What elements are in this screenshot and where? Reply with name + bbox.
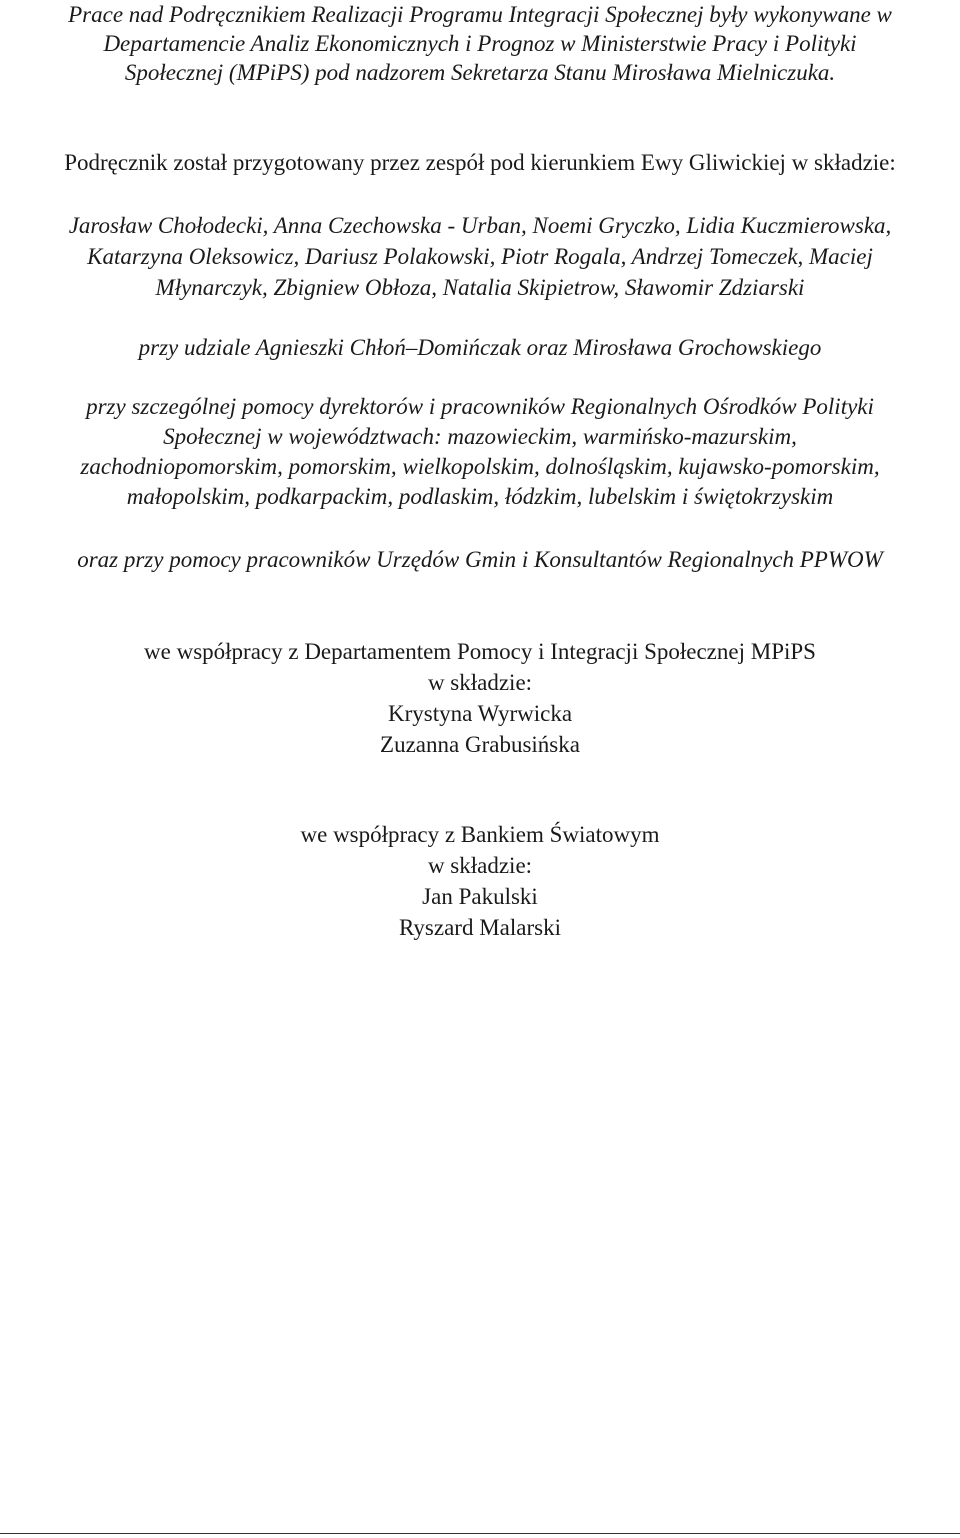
participation-paragraph xyxy=(0,333,960,363)
regional-help-line-4: małopolskim, podkarpackim, podlaskim, łódzkim, lubelskim i świętokrzyskim xyxy=(126,484,834,509)
authors-line-2: Katarzyna Oleksowicz, Dariusz Polakowski, Piotr Rogala, Andrzej Tomeczek, Maciej xyxy=(87,244,873,269)
ministry-cooperation-paragraph xyxy=(0,636,960,760)
intro-line-1: Prace nad Podręcznikiem Realizacji Programu Integracji Społecznej były wykonywane w xyxy=(68,2,892,27)
world-bank-cooperation-line-1: we współpracy z Bankiem Światowym xyxy=(300,822,660,847)
regional-help-line-1: przy szczególnej pomocy dyrektorów i pracowników Regionalnych Ośrodków Polityki xyxy=(86,394,874,419)
ministry-cooperation-line-4: Zuzanna Grabusińska xyxy=(380,732,580,757)
ministry-cooperation-line-1: we współpracy z Departamentem Pomocy i Integracji Społecznej MPiPS xyxy=(144,639,816,664)
ministry-cooperation-line-2: w składzie: xyxy=(427,670,533,695)
municipal-help-paragraph xyxy=(0,545,960,575)
world-bank-cooperation-paragraph xyxy=(0,819,960,943)
intro-paragraph xyxy=(0,0,960,87)
team-intro-paragraph xyxy=(0,148,960,178)
ministry-cooperation-line-3: Krystyna Wyrwicka xyxy=(387,701,573,726)
authors-paragraph xyxy=(0,210,960,303)
team-intro-line: Podręcznik został przygotowany przez zespół pod kierunkiem Ewy Gliwickiej w składzie: xyxy=(64,150,896,175)
intro-line-3: Społecznej (MPiPS) pod nadzorem Sekretarza Stanu Mirosława Mielniczuka. xyxy=(124,60,836,85)
municipal-help-line: oraz przy pomocy pracowników Urzędów Gmin i Konsultantów Regionalnych PPWOW xyxy=(77,547,883,572)
regional-help-line-2: Społecznej w województwach: mazowieckim, warmińsko-mazurskim, xyxy=(163,424,797,449)
authors-line-1: Jarosław Chołodecki, Anna Czechowska - Urban, Noemi Gryczko, Lidia Kuczmierowska, xyxy=(68,213,892,238)
regional-help-line-3: zachodniopomorskim, pomorskim, wielkopolskim, dolnośląskim, kujawsko-pomorskim, xyxy=(80,454,880,479)
regional-help-paragraph xyxy=(0,392,960,512)
world-bank-cooperation-line-3: Jan Pakulski xyxy=(422,884,538,909)
world-bank-cooperation-line-2: w składzie: xyxy=(427,853,533,878)
intro-line-2: Departamencie Analiz Ekonomicznych i Prognoz w Ministerstwie Pracy i Polityki xyxy=(103,31,857,56)
footer-divider xyxy=(0,1533,960,1534)
authors-line-3: Młynarczyk, Zbigniew Obłoza, Natalia Skipietrow, Sławomir Zdziarski xyxy=(155,275,805,300)
participation-line: przy udziale Agnieszki Chłoń–Domińczak oraz Mirosława Grochowskiego xyxy=(138,335,822,360)
world-bank-cooperation-line-4: Ryszard Malarski xyxy=(399,915,561,940)
